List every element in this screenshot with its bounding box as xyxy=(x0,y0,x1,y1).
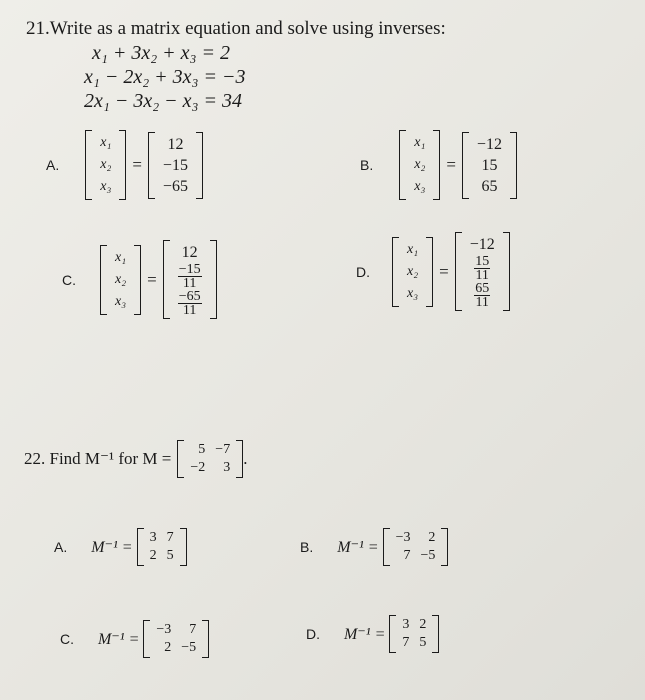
equals-sign: = xyxy=(446,155,456,174)
q22-matrix-m: 5 −7 −2 3 xyxy=(177,440,243,478)
fraction: $\frac{65}{11}$ xyxy=(475,281,490,310)
q22-option-c[interactable] xyxy=(60,620,209,658)
option-label: A. xyxy=(46,157,60,173)
answer-matrix: 3 7 2 5 xyxy=(137,528,187,566)
fraction: $\frac{15}{11}$ xyxy=(475,254,490,283)
q21-option-c[interactable] xyxy=(62,240,217,319)
variable-vector: x₁ x₂ x₃ xyxy=(85,130,126,200)
fraction: $\frac{-15}{11}$ xyxy=(178,262,201,291)
equals-sign: = xyxy=(147,269,157,289)
option-label: D. xyxy=(356,263,370,280)
q22-period: . xyxy=(243,449,248,468)
q22-number: 22. xyxy=(24,449,46,468)
solution-vector: −12 $\frac{15}{11}$ $\frac{65}{11}$ xyxy=(455,232,510,311)
answer-matrix: 3 2 7 5 xyxy=(389,615,439,653)
option-label: B. xyxy=(300,539,314,555)
solution-vector: −12 15 65 xyxy=(462,132,517,199)
option-label: C. xyxy=(60,631,74,647)
q21-option-d[interactable] xyxy=(356,232,510,311)
q21-prompt: Write as a matrix equation and solve using inverses: xyxy=(49,18,446,39)
equals-sign: = xyxy=(132,155,142,174)
q22-prompt: Find M⁻¹ for M = xyxy=(49,449,172,468)
q22-option-d[interactable] xyxy=(306,615,439,653)
q22-option-a[interactable] xyxy=(54,528,187,566)
q22-option-b[interactable] xyxy=(300,528,448,566)
solution-vector: 12 $\frac{-15}{11}$ $\frac{-65}{11}$ xyxy=(163,240,217,319)
option-label: D. xyxy=(306,626,320,642)
q21-option-b[interactable] xyxy=(360,130,517,200)
answer-matrix: −3 2 7 −5 xyxy=(383,528,449,566)
q21-equation-3: 2x₁ − 3x₂ − x₃ = 34 xyxy=(84,90,242,112)
q22-heading xyxy=(24,440,247,478)
option-label: C. xyxy=(62,271,76,288)
variable-vector: x₁ x₂ x₃ xyxy=(392,237,433,307)
option-label: B. xyxy=(360,157,374,173)
answer-matrix: −3 7 2 −5 xyxy=(143,620,209,658)
variable-vector: x₁ x₂ x₃ xyxy=(399,130,440,200)
q21-heading xyxy=(26,18,446,40)
variable-vector: x₁ x₂ x₃ xyxy=(100,245,141,315)
q21-option-a[interactable] xyxy=(46,130,203,200)
equals-sign: = xyxy=(439,261,449,281)
m-inverse-label: M⁻¹ = xyxy=(337,539,379,556)
fraction: $\frac{-65}{11}$ xyxy=(178,289,201,318)
q21-number: 21. xyxy=(26,18,50,39)
option-label: A. xyxy=(54,539,68,555)
solution-vector: 12 −15 −65 xyxy=(148,132,203,199)
q21-equation-1: x₁ + 3x₂ + x₃ = 2 xyxy=(92,42,230,64)
m-inverse-label: M⁻¹ = xyxy=(98,631,140,648)
m-inverse-label: M⁻¹ = xyxy=(344,626,386,643)
q21-equation-2: x₁ − 2x₂ + 3x₃ = −3 xyxy=(84,66,246,88)
m-inverse-label: M⁻¹ = xyxy=(91,539,133,556)
